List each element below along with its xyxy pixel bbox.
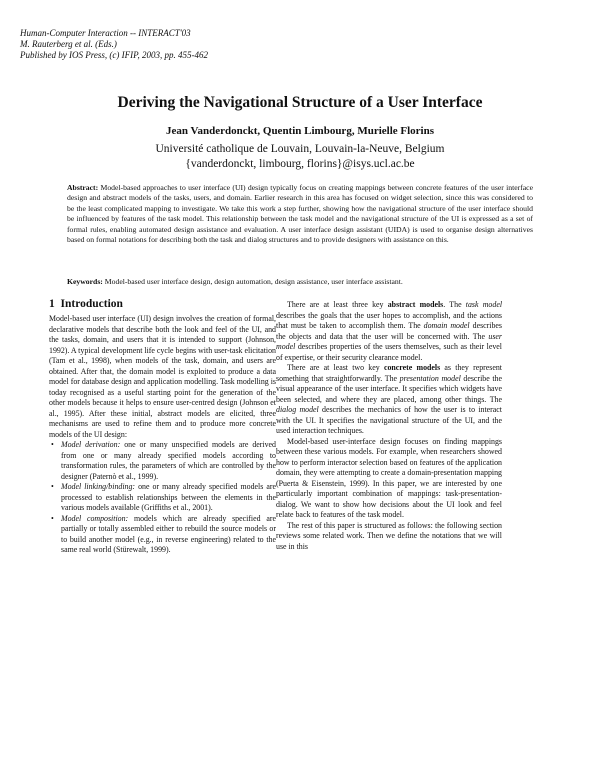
intro-paragraph: Model-based user interface (UI) design involves the creation of formal, declarative models that describe both the look and feel of the UI, and the tasks, domain, and users that it is intended to support (Johnson, 1992). A typical development life cycle begins with user-task elicitation (Tam et al., 1998), when models of the task, domain, and users are obtained. After that, the domain model is exploited to produce a data model for database design and application modelling. Task modelling is today recognised as a useful starting point for the generation of the other models because it helps to ensure user-centred design (Johnson et al., 1995). After these initial, abstract models are elicited, three mechanisms are used to refine them and to produce more concrete models of the UI design: <box>49 314 276 439</box>
left-column <box>49 297 276 556</box>
mappings-paragraph: Model-based user-interface design focuses on finding mappings between these various models. For example, when researchers showed how to perform interactor selection based on features of the application domain, they were attempting to create a domain-presentation mapping (Puerta & Eisenstein, 1999). In this paper, we are interested by one particularly important combination of mappings: task-presentation-dialog. We want to show how decisions about the UI look and feel relate back to features of the task model. <box>276 436 502 519</box>
term-user-model: user model <box>276 331 502 351</box>
section-heading <box>49 297 276 311</box>
bullet-term: Model linking/binding: <box>61 482 136 491</box>
publication-header <box>20 28 208 61</box>
term-dialog-model: dialog model <box>276 405 319 414</box>
keywords-label: Keywords: <box>67 277 103 286</box>
paper-title: Deriving the Navigational Structure of a User Interface <box>117 94 483 111</box>
concrete-models-paragraph <box>276 363 502 437</box>
mechanism-list <box>49 440 276 556</box>
text-run: describes the goals that the user hopes to accomplish, and the actions that must be taken to accomplish them. The <box>276 310 502 330</box>
term-task-model: task model <box>465 300 503 309</box>
paper-authors: Jean Vanderdonckt, Quentin Limbourg, Murielle Florins <box>166 125 434 137</box>
text-run: There are at least three key <box>287 300 388 309</box>
abstract-text: Model-based approaches to user interface (UI) design typically focus on creating mappings between concrete features of the user interface design and abstract models of the tasks, users, and domain. Earlier research in this area has focused on widget selection, since this was considered to be the least complicated mapping to investigate. We take this work a step further, showing how the navigational structure of the user interface should be influenced by features of the task model. This relationship between the task model and the navigational structure of the UI is expressed as a set of formal rules, enabling automated design assistance and evaluation. A user interface design assistant (UIDA) is used to organise design alternatives based on formal notations for describing both the task and dialog structures and to provide designers with assistance on this. <box>67 183 534 245</box>
bullet-text: one or many already specified models are processed to establish relationships between the elements in the various models available (Griffiths et al., 2001). <box>61 482 276 512</box>
text-run: describes properties of the users themselves, such as their level of expertise, or their security clearance model. <box>276 342 502 362</box>
term-concrete-models: concrete models <box>383 363 441 372</box>
affiliation <box>0 142 600 172</box>
header-editors: M. Rauterberg et al. (Eds.) <box>20 39 117 49</box>
keywords-text: Model-based user interface design, design automation, design assistance, user interface assistant. <box>104 277 403 286</box>
keywords <box>67 277 533 287</box>
text-run: . The <box>443 300 466 309</box>
list-item <box>61 440 276 482</box>
affiliation-emails: {vanderdonckt, limbourg, florins}@isys.ucl.ac.be <box>185 158 415 170</box>
header-conference: Human-Computer Interaction -- INTERACT'03 <box>20 28 191 38</box>
text-run: as they represent something that straightforwardly. The <box>276 363 502 383</box>
text-run: describes the objects and data that the user will be concerned with. The <box>276 321 502 341</box>
section-title: Introduction <box>60 298 123 310</box>
bullet-text: models which are already specified are partially or totally assembled either to rebuild the source models or to build another model (e.g., in reverse engineering) related to the same real world (Stürewalt, 1999). <box>61 513 276 554</box>
header-publisher: Published by IOS Press, (c) IFIP, 2003, pp. 455-462 <box>20 50 208 60</box>
text-run: There are at least two key <box>287 363 384 372</box>
bullet-term: Model composition: <box>61 513 129 523</box>
abstract-label: Abstract: <box>67 183 99 192</box>
term-domain-model: domain model <box>423 321 470 330</box>
abstract <box>67 183 533 245</box>
bullet-term: Model derivation: <box>61 440 121 449</box>
structure-paragraph: The rest of this paper is structured as follows: the following section reviews some related work. Then we define the notations that we will use in this <box>276 520 502 551</box>
bullet-text: one or many unspecified models are derived from one or many already specified models according to transformation rules, the parameters of which are controlled by the designer (Paternò et al., 1999). <box>61 440 276 481</box>
abstract-models-paragraph <box>276 300 502 363</box>
affiliation-institution: Université catholique de Louvain, Louvain-la-Neuve, Belgium <box>155 143 445 155</box>
text-run: describe the visual appearance of the user interface. It specifies which widgets have been selected, and where they are placed, among other things. The <box>276 373 502 404</box>
text-run: describes the mechanics of how the user is to interact with the UI. It specifies the navigational structure of the UI, and the used interaction techniques. <box>276 405 502 435</box>
list-item <box>61 482 276 514</box>
section-number: 1 <box>49 298 55 310</box>
term-abstract-models: abstract models <box>387 300 444 309</box>
term-presentation-model: presentation model <box>399 373 461 383</box>
right-column <box>276 300 502 552</box>
list-item <box>61 514 276 556</box>
